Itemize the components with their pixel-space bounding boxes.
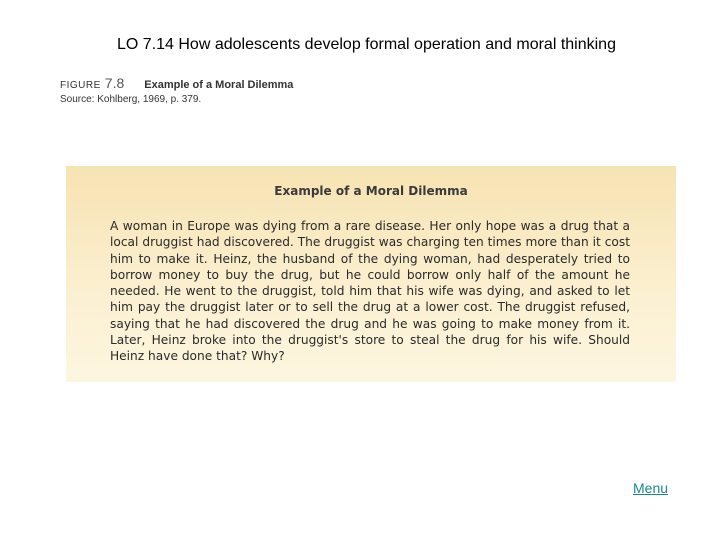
slide-title: LO 7.14 How adolescents develop formal operation and moral thinking [117, 36, 616, 53]
dilemma-heading: Example of a Moral Dilemma [274, 184, 468, 198]
figure-caption-line [60, 75, 293, 93]
dilemma-text: A woman in Europe was dying from a rare disease. Her only hope was a drug that a local druggist had discovered. The druggist was charging ten times more than it cost him to make it. Heinz, the husband of the dying woman, had desperately tried to borrow money to buy the drug, but he could borrow only half of the amount he needed. He went to the druggist, told him that his wife was dying, and asked to let him pay the druggist later or to sell the drug at a lower cost. The druggist refused, saying that he had discovered the drug and he was going to make money from it. Later, Heinz broke into the druggist's store to steal the drug for his wife. Should Heinz have done that? Why? [110, 219, 630, 364]
figure-label: FIGURE [60, 80, 101, 91]
menu-link[interactable]: Menu [633, 480, 669, 496]
moral-dilemma-box [66, 166, 676, 382]
figure-number: 7.8 [104, 75, 125, 91]
figure-title: Example of a Moral Dilemma [144, 79, 294, 91]
figure-source: Source: Kohlberg, 1969, p. 379. [60, 94, 202, 105]
figure-caption [60, 75, 293, 105]
